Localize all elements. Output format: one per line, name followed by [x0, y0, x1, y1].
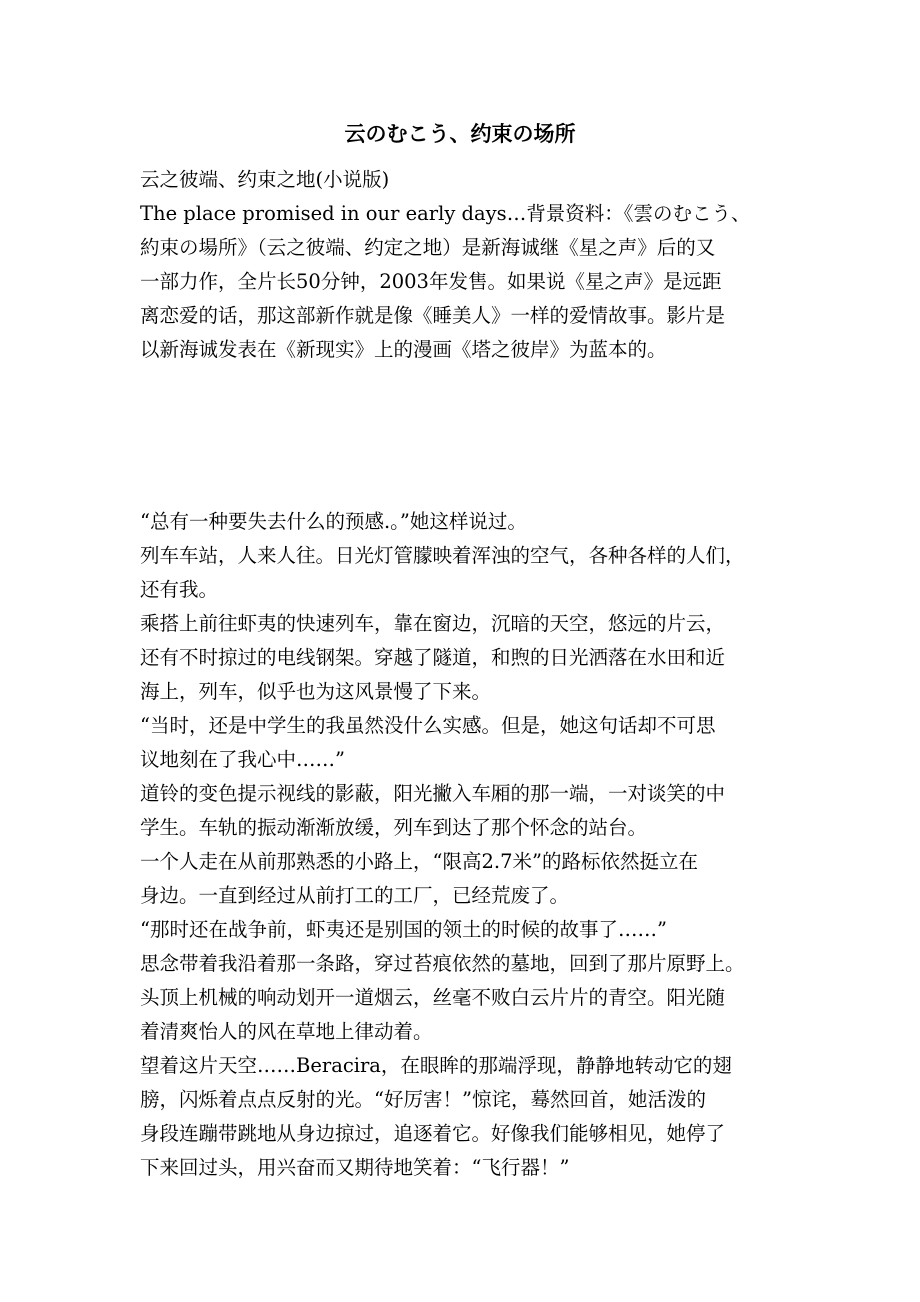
story-line: 海上，列车，似乎也为这风景慢了下来。 [140, 680, 492, 703]
story-line: 学生。车轨的振动渐渐放缓，列车到达了那个怀念的站台。 [140, 816, 648, 839]
story-line: 思念带着我沿着那一条路，穿过苔痕依然的墓地，回到了那片原野上。 [140, 952, 745, 975]
story-line: 一个人走在从前那熟悉的小路上，“限高2.7米”的路标依然挺立在 [140, 850, 698, 873]
intro-line: 約束の場所》（云之彼端、约定之地）是新海诚继《星之声》后的又 [140, 236, 716, 259]
story-line: 身段连蹦带跳地从身边掠过，追逐着它。好像我们能够相见，她停了 [140, 1122, 726, 1145]
document-title: 云のむこう、约束の场所 [344, 121, 576, 146]
story-line: 下来回过头，用兴奋而又期待地笑着：“飞行器！” [140, 1156, 570, 1179]
story-line: 身边。一直到经过从前打工的工厂，已经荒废了。 [140, 884, 570, 907]
intro-line: 一部力作，全片长50分钟，2003年发售。如果说《星之声》是远距 [140, 270, 722, 293]
story-line: “总有一种要失去什么的预感.。”她这样说过。 [140, 510, 527, 533]
story-section [140, 505, 788, 1185]
intro-line: 以新海诚发表在《新现实》上的漫画《塔之彼岸》为蓝本的。 [140, 338, 667, 361]
intro-line: 云之彼端、约束之地(小说版) [140, 168, 390, 191]
story-line: “那时还在战争前，虾夷还是别国的领土的时候的故事了……” [140, 918, 667, 941]
intro-section [140, 163, 788, 367]
story-line: “当时，还是中学生的我虽然没什么实感。但是，她这句话却不可思 [140, 714, 716, 737]
story-line: 议地刻在了我心中……” [140, 748, 345, 771]
intro-line: The place promised in our early days…背景资料：《雲のむこう、 [140, 202, 751, 225]
story-line: 还有不时掠过的电线钢架。穿越了隧道，和煦的日光洒落在水田和近 [140, 646, 726, 669]
story-line: 道铃的变色提示视线的影蔽，阳光撇入车厢的那一端，一对谈笑的中 [140, 782, 726, 805]
story-line: 望着这片天空……Beracira，在眼眸的那端浮现，静静地转动它的翅 [140, 1054, 732, 1077]
story-line: 膀，闪烁着点点反射的光。“好厉害！”惊诧，蓦然回首，她活泼的 [140, 1088, 706, 1111]
story-line: 头顶上机械的响动划开一道烟云，丝毫不败白云片片的青空。阳光随 [140, 986, 726, 1009]
story-line: 着清爽怡人的风在草地上律动着。 [140, 1020, 433, 1043]
intro-line: 离恋爱的话，那这部新作就是像《睡美人》一样的爱情故事。影片是 [140, 304, 726, 327]
story-line: 还有我。 [140, 578, 219, 601]
story-line: 乘搭上前往虾夷的快速列车，靠在窗边，沉暗的天空，悠远的片云， [140, 612, 726, 635]
story-line: 列车车站，人来人往。日光灯管朦映着浑浊的空气，各种各样的人们， [140, 544, 745, 567]
